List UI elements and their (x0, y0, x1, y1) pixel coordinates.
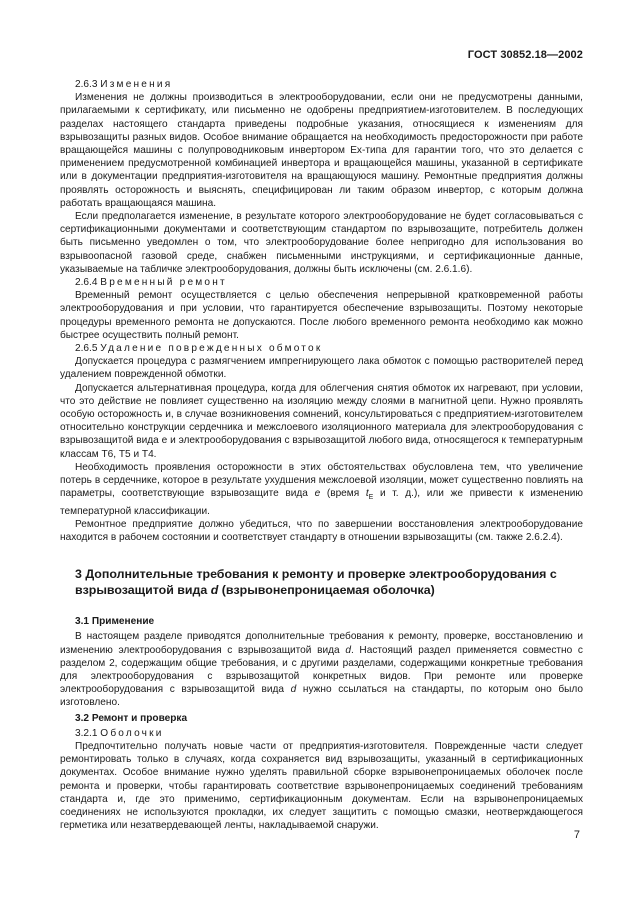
section-title: Оболочки (100, 727, 164, 739)
text-run: В настоящем разделе приводятся дополнительные требования к ремонту, проверке, восстановлению и изменению электрооборудования с взрывозащитой вида (60, 631, 583, 656)
section-heading-3-1: 3.1 Применение (75, 616, 155, 628)
paragraph: Допускается процедура с размягчением импрегнирующего лака обмоток с помощью растворителей перед удалением поврежденной обмотки. (60, 356, 583, 381)
paragraph: Допускается альтернативная процедура, когда для облегчения снятия обмоток их нагревают, при условии, что это действие не повлияет существенно на изоляцию между слоями в магнитной цепи. Нужно проявлять особую осторожность и, в случае возникновения сомнений, консультироваться с предприятием-изготовителем относительно конструкции сердечника и межслоевого изоляционного материала для электрооборудования с взрывозащитой вида e и электрооборудования с взрывозащитой любого вида, относящегося к температурным классам Т6, Т5 и Т4. (60, 382, 583, 460)
text-run: нужно ссылаться на стандарты, по которым оно было изготовлено. (60, 684, 583, 709)
section-heading-3-2: 3.2 Ремонт и проверка (75, 712, 188, 724)
text-run-italic: d (210, 583, 219, 598)
paragraph: Если предполагается изменение, в результате которого электрооборудование не будет согласовываться с сертификационными документами и соответствующим стандартом по взрывозащите, потребитель должен быть письменно уведомлен о том, что электрооборудование более непригодно для использования во взрывоопасной газовой среде, снабжен письменными инструкциями, и сертификационные данные, указываемые на табличке электрооборудования, должны быть исключены (см. 2.6.1.6). (60, 211, 583, 275)
text-run: Необходимость проявления осторожности в этих обстоятельствах обусловлена тем, что увеличение потерь в сердечнике, которое в результате ухудшения межслоевой изоляции, может существенно повлиять на параметры, соответствующие взрывозащите вида (60, 461, 583, 500)
section-number: 2.6.3 (75, 79, 98, 90)
section-title: Временный ремонт (100, 277, 227, 289)
paragraph: Ремонтное предприятие должно убедиться, что по завершении восстановления электрооборудование находится в рабочем состоянии и соответствует стандарту в отношении взрывозащиты (см. также 2.6.2.4). (60, 518, 583, 543)
text-run: (время (320, 488, 366, 500)
section-heading-2-6-4 (60, 276, 583, 289)
text-run-italic: d (345, 644, 351, 656)
text-run: 3 Дополнительные требования к ремонту и проверке электрооборудования с взрывозащитой вида (75, 567, 557, 598)
text-run: и т. д.), или же привести к изменению температурной классификации. (60, 488, 584, 517)
subscript: E (368, 494, 374, 502)
paragraph (60, 461, 583, 518)
paragraph: Временный ремонт осуществляется с целью обеспечения непрерывной кратковременной работы электрооборудования и при условии, что гарантируется обеспечение взрывозащиты. Поэтому некоторые процедуры временного ремонта не допускаются. После любого временного ремонта необходимо как можно быстрее осуществить полный ремонт. (60, 290, 583, 341)
section-number: 2.6.4 (75, 277, 98, 289)
text-run-italic: e (314, 488, 321, 500)
text-run: . Настоящий раздел применяется совместно с разделом 2, содержащим общие требования, и с другими разделами, содержащими конкретные требования для электрооборудования с взрывозащитой конкретных видов. При ремонте или проверке электрооборудования с взрывозащитой вида (60, 644, 583, 696)
text-run-italic: t (365, 488, 369, 500)
document-header: ГОСТ 30852.18—2002 (467, 49, 583, 61)
paragraph: Изменения не должны производиться в электрооборудовании, если они не предусмотрены данными, прилагаемыми к сертификату, или письменно не одобрены предприятием-изготовителем. В последующих разделах настоящего стандарта приведены подробные указания, относящиеся к изменениям для взрывозащиты разных видов. Особое внимание обращается на необходимость предосторожности при работе вращающейся машины с полупроводниковым инвертором Ex-типа для гарантии того, что это делается с применением предусмотренной комбинацией инвертора и вращающейся машины, указанной в сертификате или в документации предприятия-изготовителя на вращающуюся машину. Ремонтные предприятия должны проявлять осторожность и выяснять, специфицирован ли таким образом инвертор, с которым должна работать вращающаяся машина. (60, 92, 583, 209)
section-number: 2.6.5 (75, 343, 98, 355)
text-run: (взрывонепроницаемая оболочка) (218, 583, 435, 598)
paragraph: Предпочтительно получать новые части от предприятия-изготовителя. Поврежденные части следует ремонтировать только в случаях, когда сохраняется вид взрывозащиты, указанный в сертификационных документах. Особое внимание нужно уделять правильной сборке взрывонепроницаемых оболочек после ремонта и проверки, чтобы гарантировать соответствие взрывонепроницаемых соединений требованиям стандарта и, где это применимо, сертификационным документам. Если на взрывонепроницаемых соединениях не используются прокладки, их следует защитить с помощью смазки, неотверждающегося герметика или незатвердевающей ленты, накладываемой снаружи. (60, 740, 583, 832)
paragraph (60, 630, 583, 709)
section-number: 3.2.1 (75, 727, 98, 739)
page-number: 7 (573, 829, 580, 841)
section-heading-2-6-3 (60, 78, 583, 91)
text-run-italic: d (290, 684, 297, 696)
section-heading-3-2-1 (60, 727, 583, 740)
section-heading-3 (60, 566, 583, 598)
section-title: Удаление поврежденных обмоток (100, 343, 323, 355)
section-heading-2-6-5 (60, 342, 583, 355)
section-title: Изменения (100, 79, 173, 90)
document-body (60, 78, 583, 832)
